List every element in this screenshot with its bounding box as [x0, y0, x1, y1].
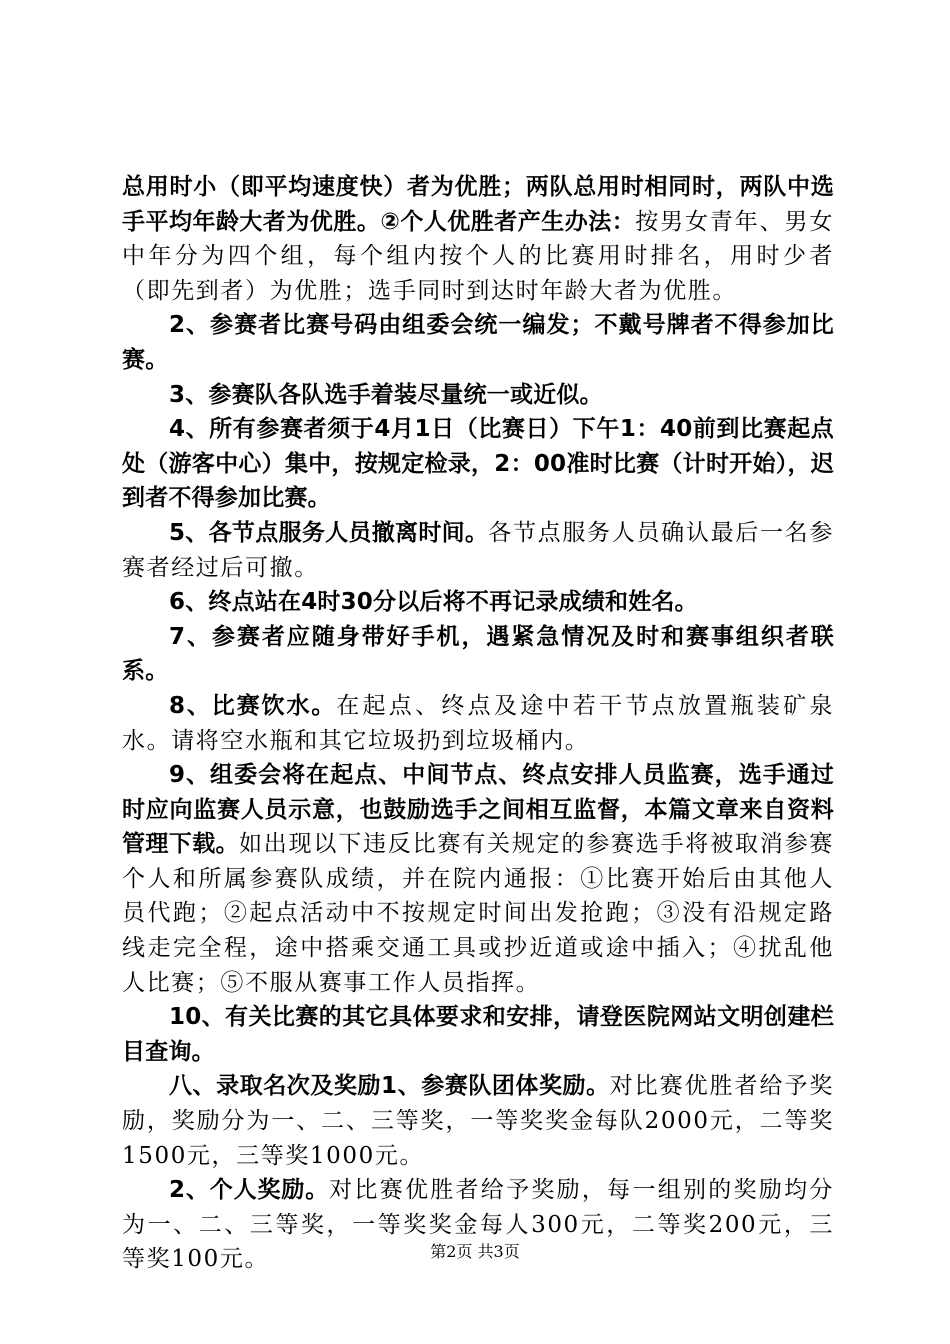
item-5-body: 各节点服务人员确认最后一名参赛者经过后可撤。	[122, 519, 834, 581]
paragraph-item-8	[122, 689, 834, 758]
intro-text-bold: 总用时小（即平均速度快）者为优胜；两队总用时相同时，两队中选手平均年龄大者为优胜。②个人优胜者产生办法：	[122, 174, 834, 235]
item-8-heading: 8、比赛饮水。	[169, 692, 337, 719]
item-8-body: 在起点、终点及途中若干节点放置瓶装矿泉水。请将空水瓶和其它垃圾扔到垃圾桶内。	[122, 692, 834, 754]
paragraph-item-10	[122, 1000, 834, 1069]
paragraph-item-5	[122, 516, 834, 585]
item-4-text: 4、所有参赛者须于4月1日（比赛日）下午1：40前到比赛起点处（游客中心）集中，按规定检录，2：00准时比赛（计时开始），迟到者不得参加比赛。	[122, 416, 834, 512]
item-9-body: 如出现以下违反比赛有关规定的参赛选手将被取消参赛个人和所属参赛队成绩，并在院内通报：①比赛开始后由其他人员代跑；②起点活动中不按规定时间出发抢跑；③没有沿规定路线走完全程，途中搭乘交通工具或抄近道或途中插入；④扰乱他人比赛；⑤不服从赛事工作人员指挥。	[122, 831, 834, 996]
item-10-text: 10、有关比赛的其它具体要求和安排，请登医院网站文明创建栏目查询。	[122, 1004, 834, 1065]
individual-award-heading: 2、个人奖励。	[169, 1177, 330, 1204]
item-6-text: 6、终点站在4时30分以后将不再记录成绩和姓名。	[169, 589, 698, 616]
item-5-heading: 5、各节点服务人员撤离时间。	[169, 519, 489, 546]
page-number-label: 第2页 共3页	[430, 1242, 520, 1261]
paragraph-section-8	[122, 1069, 834, 1173]
item-2-text: 2、参赛者比赛号码由组委会统一编发；不戴号牌者不得参加比赛。	[122, 312, 834, 373]
item-9-heading: 9、组委会将在起点、中间节点、终点安排人员监赛，选手通过时应向监赛人员示意，也鼓励选手之间相互监督，本篇文章来自资料管理下载。	[122, 762, 834, 858]
document-body	[122, 170, 834, 1277]
paragraph-item-2	[122, 308, 834, 377]
paragraph-item-3	[122, 378, 834, 413]
item-3-text: 3、参赛队各队选手着装尽量统一或近似。	[169, 381, 603, 408]
paragraph-item-6	[122, 585, 834, 620]
paragraph-item-4	[122, 412, 834, 516]
individual-award-body: 对比赛优胜者给予奖励，每一组别的奖励均分为一、二、三等奖，一等奖奖金每人300元，二等奖200元，三等奖100元。	[122, 1177, 834, 1273]
paragraph-item-9	[122, 758, 834, 1000]
section-8-heading: 八、录取名次及奖励1、参赛队团体奖励。	[169, 1073, 610, 1100]
intro-text-regular: 按男女青年、男女中年分为四个组，每个组内按个人的比赛用时排名，用时少者（即先到者）为优胜；选手同时到达时年龄大者为优胜。	[122, 208, 834, 304]
paragraph-item-7	[122, 620, 834, 689]
paragraph-intro	[122, 170, 834, 308]
section-8-body: 对比赛优胜者给予奖励，奖励分为一、二、三等奖，一等奖奖金每队2000元，二等奖1500元，三等奖1000元。	[122, 1073, 834, 1169]
item-7-text: 7、参赛者应随身带好手机，遇紧急情况及时和赛事组织者联系。	[122, 623, 834, 685]
page-footer	[0, 1242, 950, 1262]
